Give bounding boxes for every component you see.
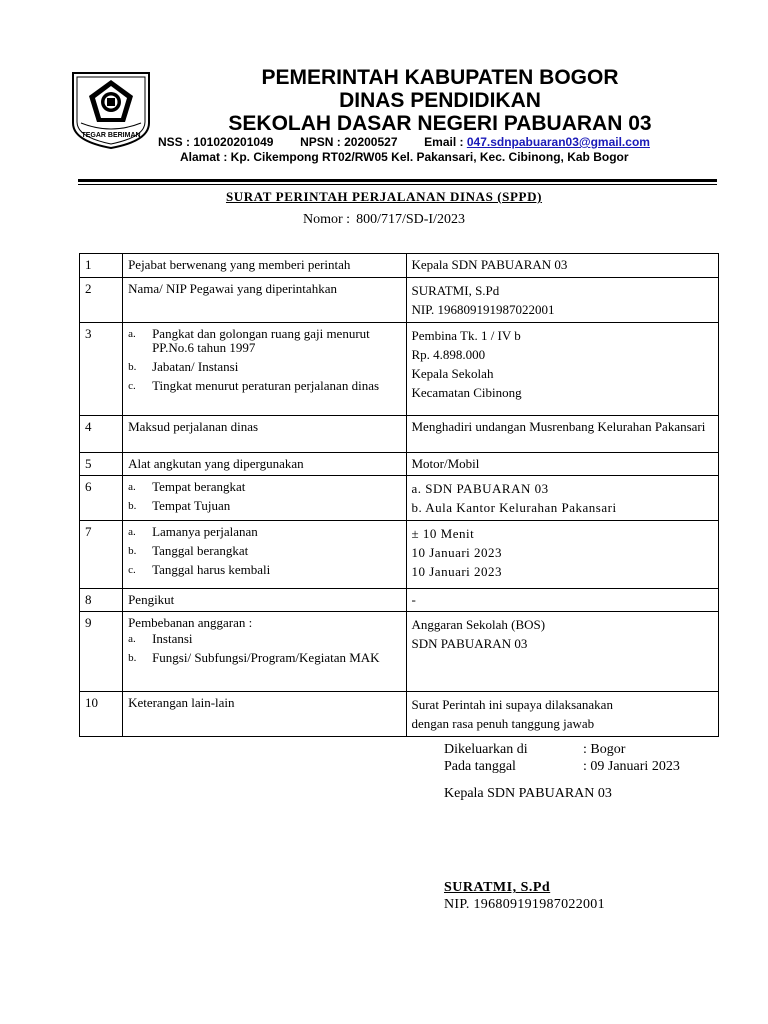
table-row <box>80 476 719 521</box>
row-value-line: dengan rasa penuh tanggung jawab <box>411 716 595 731</box>
row-value-line: Anggaran Sekolah (BOS) <box>411 617 546 632</box>
row-label <box>123 453 406 476</box>
table-row <box>80 692 719 737</box>
sub-item-text: Tempat Tujuan <box>152 498 231 513</box>
sub-item-text: Instansi <box>152 631 193 646</box>
email-link[interactable]: 047.sdnpabuaran03@gmail.com <box>466 135 650 149</box>
row-label-text: Nama/ NIP Pegawai yang diperintahkan <box>128 281 337 296</box>
school-logo <box>67 65 155 150</box>
row-number: 7 <box>80 521 123 589</box>
row-number: 2 <box>80 278 123 323</box>
sub-item-text: Tanggal harus kembali <box>152 562 271 577</box>
row-label-text: Maksud perjalanan dinas <box>128 419 259 434</box>
sub-item-marker: b. <box>128 545 137 557</box>
sub-item <box>128 563 401 577</box>
issued-value: : Bogor <box>583 742 626 757</box>
issued-label: Dikeluarkan di <box>444 742 528 757</box>
sub-item-marker: c. <box>128 380 136 392</box>
row-label-text: Alat angkutan yang dipergunakan <box>128 456 304 471</box>
issued-place <box>444 742 625 758</box>
row-label <box>123 612 406 692</box>
svg-text:TEGAR BERIMAN: TEGAR BERIMAN <box>81 132 141 139</box>
sppd-table <box>79 253 719 737</box>
sub-item-text: Jabatan/ Instansi <box>152 359 239 374</box>
row-value-line: Rp. 4.898.000 <box>411 347 486 362</box>
row-value-line: a. SDN PABUARAN 03 <box>411 481 549 496</box>
sub-item-marker: a. <box>128 328 136 340</box>
row-number: 1 <box>80 254 123 278</box>
school-ids: NSS : 101020201049 NPSN : 20200527 Email : <box>158 135 467 149</box>
signer-position: Kepala SDN PABUARAN 03 <box>444 786 612 801</box>
signer-nip: NIP. 196809191987022001 <box>444 897 605 912</box>
sub-item-marker: b. <box>128 652 137 664</box>
row-value <box>406 612 719 692</box>
sub-item <box>128 480 401 494</box>
row-value-line: Kepala SDN PABUARAN 03 <box>411 257 568 272</box>
row-number: 3 <box>80 323 123 416</box>
sub-item-marker: a. <box>128 526 136 538</box>
signer-name: SURATMI, S.Pd <box>444 880 551 895</box>
row-value <box>406 323 719 416</box>
sub-item-marker: a. <box>128 633 136 645</box>
row-value-line: SDN PABUARAN 03 <box>411 636 528 651</box>
sub-item <box>128 632 401 646</box>
sub-item <box>128 379 401 393</box>
row-value <box>406 254 719 278</box>
sub-item-text: Pangkat dan golongan ruang gaji menurut PP.No.6 tahun 1997 <box>152 326 370 355</box>
row-value-line: 10 Januari 2023 <box>411 545 503 560</box>
table-row <box>80 589 719 612</box>
sub-item <box>128 525 401 539</box>
table-row <box>80 416 719 453</box>
row-label <box>123 278 406 323</box>
sub-item-text: Tingkat menurut peraturan perjalanan dinas <box>152 378 380 393</box>
row-label <box>123 692 406 737</box>
row-number: 4 <box>80 416 123 453</box>
sub-item-marker: b. <box>128 361 137 373</box>
document-title: SURAT PERINTAH PERJALANAN DINAS (SPPD) <box>225 189 543 204</box>
row-value-line: 10 Januari 2023 <box>411 564 503 579</box>
issued-date <box>444 759 680 775</box>
row-label-text: Pejabat berwenang yang memberi perintah <box>128 257 351 272</box>
table-row <box>80 453 719 476</box>
sub-item <box>128 544 401 558</box>
row-label <box>123 476 406 521</box>
row-value-line: ± 10 Menit <box>411 526 475 541</box>
sub-item-text: Tanggal berangkat <box>152 543 249 558</box>
number-label: Nomor : <box>303 212 351 227</box>
header-rule-thin <box>78 184 717 185</box>
row-value-line: Kepala Sekolah <box>411 366 494 381</box>
sub-item-text: Fungsi/ Subfungsi/Program/Kegiatan MAK <box>152 650 380 665</box>
row-value <box>406 416 719 453</box>
letterhead-line-1: PEMERINTAH KABUPATEN BOGOR <box>261 66 619 89</box>
sub-item <box>128 327 401 355</box>
letterhead-line-2: DINAS PENDIDIKAN <box>339 89 541 112</box>
row-value-line: Menghadiri undangan Musrenbang Kelurahan Pakansari <box>411 419 706 434</box>
row-value <box>406 476 719 521</box>
row-value-line: Motor/Mobil <box>411 456 480 471</box>
date-value: : 09 Januari 2023 <box>583 759 680 774</box>
row-number: 6 <box>80 476 123 521</box>
sub-item <box>128 651 401 665</box>
row-label <box>123 416 406 453</box>
row-number: 8 <box>80 589 123 612</box>
number-value: 800/717/SD-I/2023 <box>356 212 465 227</box>
row-label-text: Pengikut <box>128 592 175 607</box>
row-label <box>123 254 406 278</box>
table-row <box>80 521 719 589</box>
table-row <box>80 278 719 323</box>
row-label <box>123 521 406 589</box>
header-rule-thick <box>78 179 717 182</box>
row-value <box>406 453 719 476</box>
table-row <box>80 323 719 416</box>
row-value-line: - <box>411 592 416 607</box>
row-value-line: b. Aula Kantor Kelurahan Pakansari <box>411 500 617 515</box>
row-value <box>406 589 719 612</box>
row-value-line: Pembina Tk. 1 / IV b <box>411 328 521 343</box>
letterhead-ids <box>158 135 650 149</box>
sub-item <box>128 499 401 513</box>
date-label: Pada tanggal <box>444 759 516 774</box>
row-label <box>123 589 406 612</box>
sub-item-marker: a. <box>128 481 136 493</box>
row-label-text: Keterangan lain-lain <box>128 695 235 710</box>
row-value <box>406 278 719 323</box>
row-value-line: NIP. 196809191987022001 <box>411 302 555 317</box>
sub-item-text: Lamanya perjalanan <box>152 524 258 539</box>
document-number <box>0 212 768 228</box>
row-value <box>406 521 719 589</box>
row-value-line: Surat Perintah ini supaya dilaksanakan <box>411 697 613 712</box>
row-number: 5 <box>80 453 123 476</box>
row-value-line: SURATMI, S.Pd <box>411 283 500 298</box>
sub-item-marker: b. <box>128 500 137 512</box>
row-value <box>406 692 719 737</box>
table-row <box>80 612 719 692</box>
letterhead-line-3: SEKOLAH DASAR NEGERI PABUARAN 03 <box>228 112 652 135</box>
sub-item <box>128 360 401 374</box>
row-number: 9 <box>80 612 123 692</box>
row-value-line: Kecamatan Cibinong <box>411 385 522 400</box>
letterhead-address: Alamat : Kp. Cikempong RT02/RW05 Kel. Pakansari, Kec. Cibinong, Kab Bogor <box>180 150 629 164</box>
row-number: 10 <box>80 692 123 737</box>
sub-item-text: Tempat berangkat <box>152 479 246 494</box>
row-label-text: Pembebanan anggaran : <box>128 615 253 630</box>
sub-item-marker: c. <box>128 564 136 576</box>
table-row <box>80 254 719 278</box>
row-label <box>123 323 406 416</box>
